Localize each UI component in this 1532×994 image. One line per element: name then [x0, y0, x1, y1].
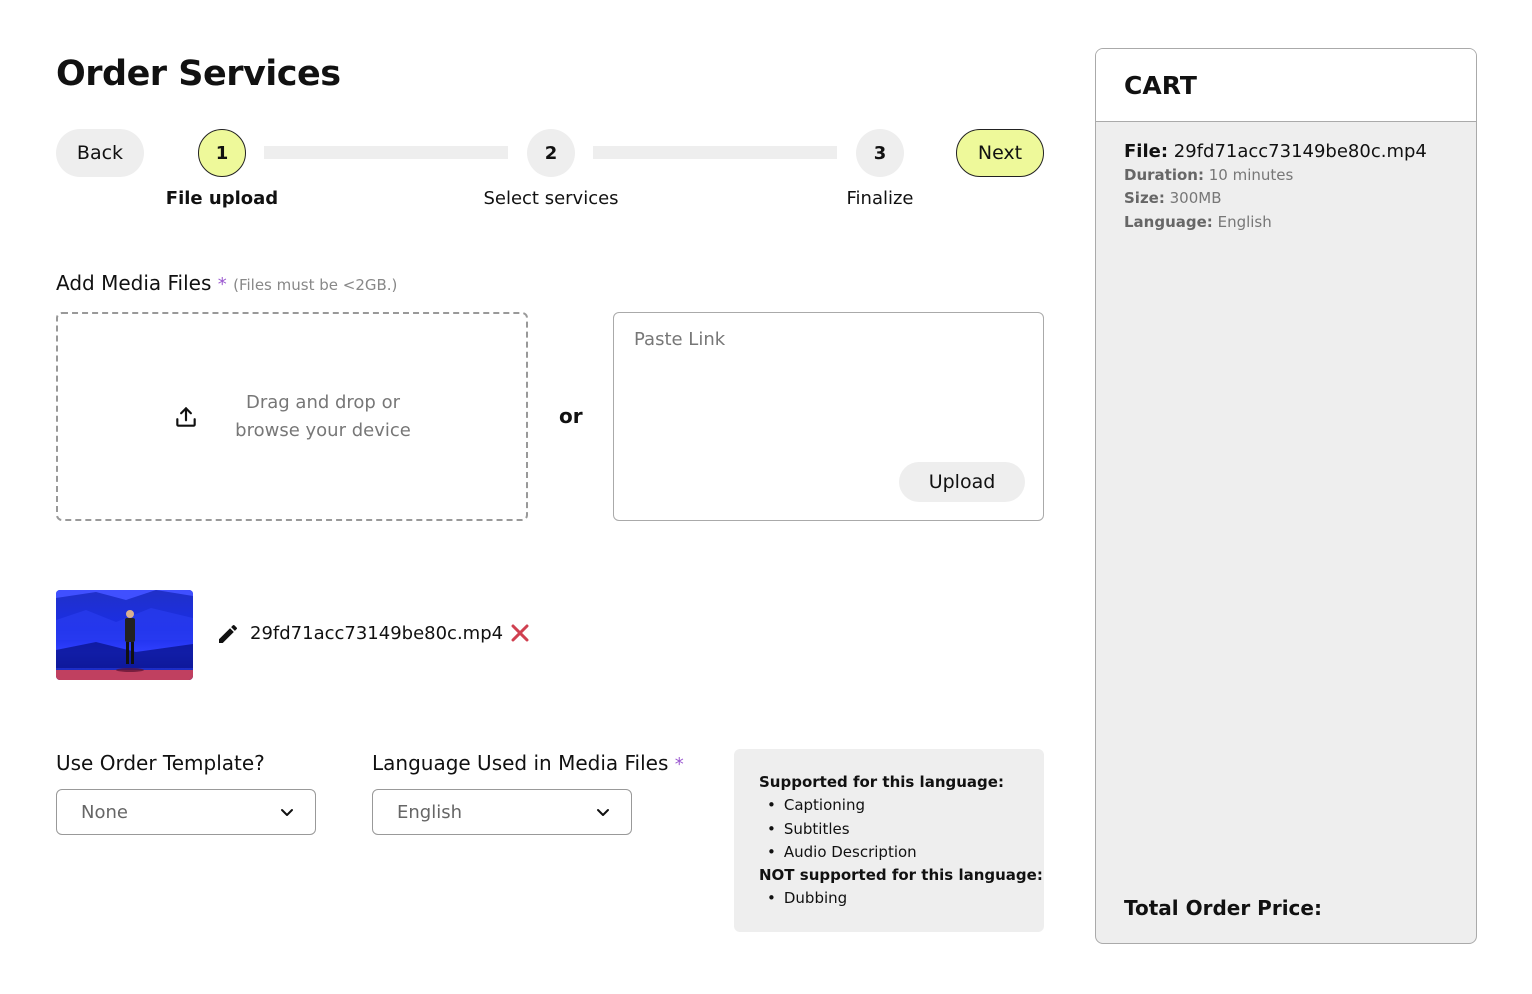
next-button[interactable]: Next	[956, 129, 1044, 177]
cart-title: CART	[1124, 71, 1197, 100]
required-mark: *	[217, 274, 227, 295]
file-dropzone[interactable]	[56, 312, 528, 521]
cart-file	[1124, 141, 1427, 162]
back-button[interactable]: Back	[56, 129, 144, 177]
cart-duration	[1124, 166, 1293, 184]
cart-total-label: Total Order Price:	[1124, 896, 1322, 920]
step-connector-1	[264, 146, 508, 159]
dropzone-line-2: browse your device	[235, 419, 411, 441]
cart-language	[1124, 213, 1272, 231]
cart-file-value: 29fd71acc73149be80c.mp4	[1173, 141, 1427, 162]
close-icon[interactable]	[510, 623, 530, 643]
or-separator: or	[559, 404, 583, 428]
step-3-indicator: 3	[856, 129, 904, 177]
page-title: Order Services	[56, 54, 341, 94]
not-supported-item: • Dubbing	[759, 887, 1044, 910]
step-1-indicator: 1	[198, 129, 246, 177]
supported-item: • Captioning	[759, 794, 1044, 817]
media-files-label	[56, 271, 397, 295]
step-2-label: Select services	[483, 188, 619, 209]
cart-size-label: Size:	[1124, 189, 1165, 207]
chevron-down-icon	[279, 804, 295, 820]
language-support-panel	[734, 749, 1044, 932]
required-mark: *	[674, 754, 684, 775]
cart-duration-label: Duration:	[1124, 166, 1204, 184]
step-3-label: Finalize	[846, 188, 914, 209]
step-2-indicator: 2	[527, 129, 575, 177]
supported-item: • Subtitles	[759, 818, 1044, 841]
pencil-icon[interactable]	[216, 622, 240, 646]
cart-file-label: File:	[1124, 141, 1169, 162]
paste-link-box	[613, 312, 1044, 521]
language-label-text: Language Used in Media Files	[372, 751, 669, 775]
supported-header: Supported for this language:	[759, 773, 1004, 791]
language-select[interactable]	[372, 789, 632, 835]
cart-language-label: Language:	[1124, 213, 1213, 231]
dropzone-text	[235, 389, 411, 445]
cart-language-value: English	[1217, 213, 1272, 231]
uploaded-file-name: 29fd71acc73149be80c.mp4	[250, 623, 504, 644]
dropzone-line-1: Drag and drop or	[245, 391, 400, 413]
not-supported-header: NOT supported for this language:	[759, 866, 1043, 885]
order-template-select[interactable]	[56, 789, 316, 835]
upload-button[interactable]: Upload	[899, 462, 1025, 502]
cart-header	[1096, 49, 1476, 122]
step-connector-2	[593, 146, 837, 159]
chevron-down-icon	[595, 804, 611, 820]
thumbnail-image	[56, 590, 193, 680]
media-files-label-text: Add Media Files	[56, 271, 212, 295]
supported-item: • Audio Description	[759, 841, 1044, 864]
language-label	[372, 751, 684, 775]
step-1-label: File upload	[165, 188, 279, 209]
order-template-label: Use Order Template?	[56, 751, 265, 775]
file-size-hint: (Files must be <2GB.)	[233, 276, 398, 294]
upload-icon	[173, 404, 199, 430]
cart-size	[1124, 189, 1222, 207]
language-value: English	[397, 801, 462, 823]
paste-link-input[interactable]	[634, 329, 1014, 350]
cart-panel	[1095, 48, 1477, 944]
order-template-value: None	[81, 801, 128, 823]
video-thumbnail	[56, 590, 193, 680]
cart-duration-value: 10 minutes	[1208, 166, 1294, 184]
cart-size-value: 300MB	[1169, 189, 1222, 207]
